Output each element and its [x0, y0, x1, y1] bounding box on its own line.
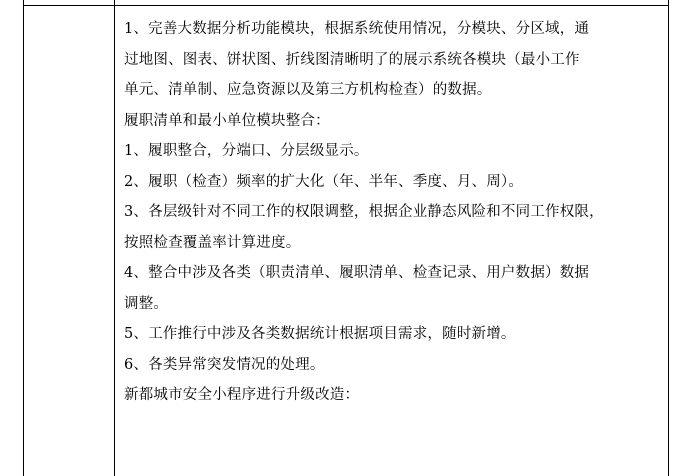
text-line: 2、履职（检查）频率的扩大化（年、半年、季度、月、周）。	[124, 173, 524, 190]
table-top-border	[23, 5, 669, 6]
text-line: 3、各层级针对不同工作的权限调整，根据企业静态风险和不同工作权限，	[124, 204, 604, 220]
text-line: 4、整合中涉及各类（职责清单、履职清单、检查记录、用户数据）数据	[124, 265, 590, 281]
text-line: 调整。	[124, 295, 169, 312]
text-line: 5、工作推行中涉及各类数据统计根据项目需求，随时新增。	[124, 326, 516, 342]
table-label-column	[23, 0, 115, 476]
table-right-border	[668, 0, 669, 476]
text-line: 单元、清单制、应急资源以及第三方机构检查）的数据。	[124, 82, 492, 98]
table-content-cell	[124, 14, 664, 411]
text-line: 过地图、图表、饼状图、折线图清晰明了的展示系统各模块（最小工作	[124, 51, 580, 68]
section-heading: 新都城市安全小程序进行升级改造：	[124, 387, 360, 403]
section-heading: 履职清单和最小单位模块整合：	[124, 112, 330, 129]
text-line: 1、履职整合，分端口、分层级显示。	[124, 143, 369, 159]
text-line: 6、各类异常突发情况的处理。	[124, 356, 325, 373]
text-line: 按照检查覆盖率计算进度。	[124, 234, 301, 251]
text-line: 1、完善大数据分析功能模块，根据系统使用情况，分模块、分区域，通	[124, 21, 590, 37]
